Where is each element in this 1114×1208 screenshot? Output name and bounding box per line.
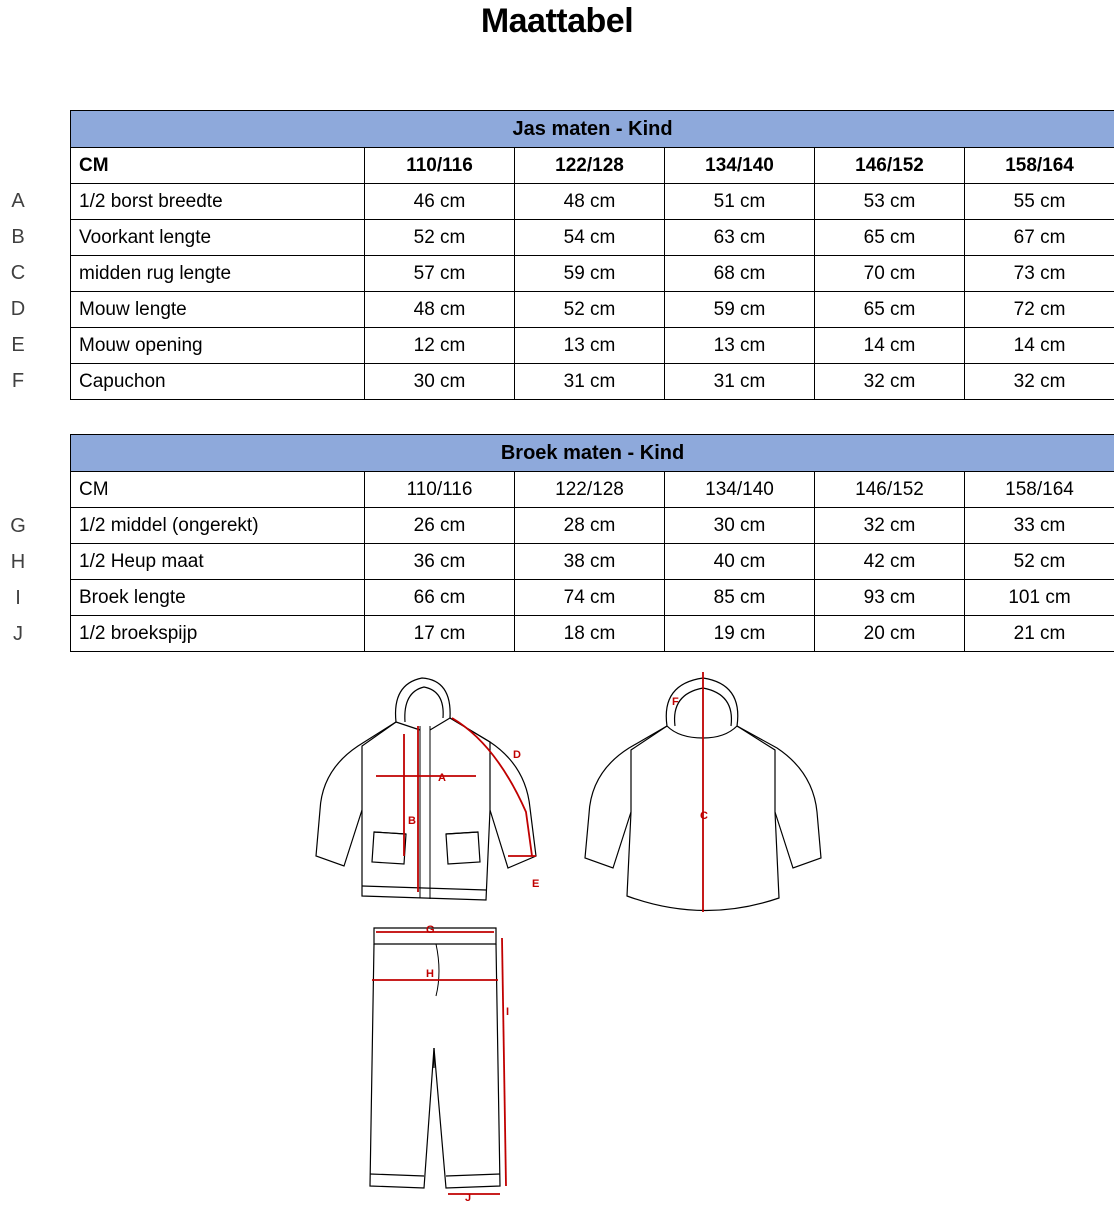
row-letter-a: A (0, 190, 36, 213)
cell-value: 67 cm (965, 220, 1114, 256)
table-caption-row (71, 435, 1114, 472)
row-label: Voorkant lengte (71, 220, 365, 256)
row-letter-d: D (0, 298, 36, 321)
figure-letter-c: C (700, 810, 708, 822)
page-title: Maattabel (0, 0, 1114, 41)
trousers-size-table (70, 434, 1114, 652)
cell-value: 54 cm (515, 220, 665, 256)
row-label: 1/2 broekspijp (71, 616, 365, 652)
cell-value: 70 cm (815, 256, 965, 292)
figure-letter-j: J (465, 1192, 471, 1204)
row-label: 1/2 Heup maat (71, 544, 365, 580)
row-label: 1/2 borst breedte (71, 184, 365, 220)
cell-value: 68 cm (665, 256, 815, 292)
row-label: 1/2 middel (ongerekt) (71, 508, 365, 544)
table-row (71, 184, 1114, 220)
column-header-134-140: 134/140 (665, 472, 815, 508)
table-row (71, 328, 1114, 364)
cell-value: 14 cm (815, 328, 965, 364)
cell-value: 31 cm (515, 364, 665, 400)
cell-value: 30 cm (665, 508, 815, 544)
table-caption-row (71, 111, 1114, 148)
table-row (71, 364, 1114, 400)
cell-value: 28 cm (515, 508, 665, 544)
figure-letter-d: D (513, 749, 521, 761)
column-header-110-116: 110/116 (365, 148, 515, 184)
row-letter-c: C (0, 262, 36, 285)
table-row (71, 508, 1114, 544)
column-header-110-116: 110/116 (365, 472, 515, 508)
row-label: Mouw lengte (71, 292, 365, 328)
row-letter-h: H (0, 551, 36, 574)
table-row (71, 220, 1114, 256)
column-header-cm: CM (71, 148, 365, 184)
cell-value: 13 cm (515, 328, 665, 364)
figure-letter-b: B (408, 815, 416, 827)
column-header-122-128: 122/128 (515, 472, 665, 508)
row-letter-b: B (0, 226, 36, 249)
cell-value: 40 cm (665, 544, 815, 580)
cell-value: 36 cm (365, 544, 515, 580)
cell-value: 19 cm (665, 616, 815, 652)
figure-letter-h: H (426, 968, 434, 980)
cell-value: 57 cm (365, 256, 515, 292)
measurement-diagrams (0, 660, 1114, 1200)
cell-value: 38 cm (515, 544, 665, 580)
row-letter-f: F (0, 370, 36, 393)
cell-value: 65 cm (815, 220, 965, 256)
jacket-size-table-block (70, 110, 1114, 400)
cell-value: 55 cm (965, 184, 1114, 220)
cell-value: 42 cm (815, 544, 965, 580)
cell-value: 74 cm (515, 580, 665, 616)
table-row (71, 256, 1114, 292)
cell-value: 72 cm (965, 292, 1114, 328)
table-row (71, 616, 1114, 652)
cell-value: 48 cm (515, 184, 665, 220)
column-header-146-152: 146/152 (815, 148, 965, 184)
table-header-row (71, 472, 1114, 508)
cell-value: 52 cm (965, 544, 1114, 580)
cell-value: 33 cm (965, 508, 1114, 544)
jacket-table-caption: Jas maten - Kind (71, 111, 1114, 148)
column-header-158-164: 158/164 (965, 472, 1114, 508)
row-label: midden rug lengte (71, 256, 365, 292)
row-letter-g: G (0, 515, 36, 538)
jacket-front-diagram (300, 660, 560, 920)
cell-value: 31 cm (665, 364, 815, 400)
cell-value: 20 cm (815, 616, 965, 652)
cell-value: 13 cm (665, 328, 815, 364)
cell-value: 32 cm (815, 364, 965, 400)
cell-value: 52 cm (365, 220, 515, 256)
figure-letter-f: F (672, 696, 679, 708)
cell-value: 26 cm (365, 508, 515, 544)
cell-value: 59 cm (515, 256, 665, 292)
column-header-134-140: 134/140 (665, 148, 815, 184)
cell-value: 65 cm (815, 292, 965, 328)
cell-value: 48 cm (365, 292, 515, 328)
jacket-size-table (70, 110, 1114, 400)
table-row (71, 292, 1114, 328)
cell-value: 32 cm (965, 364, 1114, 400)
cell-value: 51 cm (665, 184, 815, 220)
trousers-size-table-block (70, 434, 1114, 652)
cell-value: 73 cm (965, 256, 1114, 292)
cell-value: 93 cm (815, 580, 965, 616)
figure-letter-e: E (532, 878, 539, 890)
cell-value: 21 cm (965, 616, 1114, 652)
table-row (71, 544, 1114, 580)
figure-letter-a: A (438, 772, 446, 784)
column-header-122-128: 122/128 (515, 148, 665, 184)
row-label: Mouw opening (71, 328, 365, 364)
row-label: Broek lengte (71, 580, 365, 616)
jacket-back-diagram (575, 660, 835, 940)
row-label: Capuchon (71, 364, 365, 400)
column-header-146-152: 146/152 (815, 472, 965, 508)
cell-value: 52 cm (515, 292, 665, 328)
cell-value: 85 cm (665, 580, 815, 616)
cell-value: 14 cm (965, 328, 1114, 364)
row-letter-j: J (0, 623, 36, 646)
column-header-158-164: 158/164 (965, 148, 1114, 184)
cell-value: 101 cm (965, 580, 1114, 616)
cell-value: 18 cm (515, 616, 665, 652)
cell-value: 53 cm (815, 184, 965, 220)
cell-value: 17 cm (365, 616, 515, 652)
cell-value: 12 cm (365, 328, 515, 364)
figure-letter-i: I (506, 1006, 509, 1018)
cell-value: 46 cm (365, 184, 515, 220)
cell-value: 32 cm (815, 508, 965, 544)
column-header-cm: CM (71, 472, 365, 508)
table-header-row (71, 148, 1114, 184)
trousers-table-caption: Broek maten - Kind (71, 435, 1114, 472)
table-row (71, 580, 1114, 616)
figure-letter-g: G (426, 924, 435, 936)
cell-value: 59 cm (665, 292, 815, 328)
row-letter-e: E (0, 334, 36, 357)
trousers-diagram (350, 918, 550, 1208)
cell-value: 63 cm (665, 220, 815, 256)
cell-value: 30 cm (365, 364, 515, 400)
cell-value: 66 cm (365, 580, 515, 616)
row-letter-i: I (0, 587, 36, 610)
